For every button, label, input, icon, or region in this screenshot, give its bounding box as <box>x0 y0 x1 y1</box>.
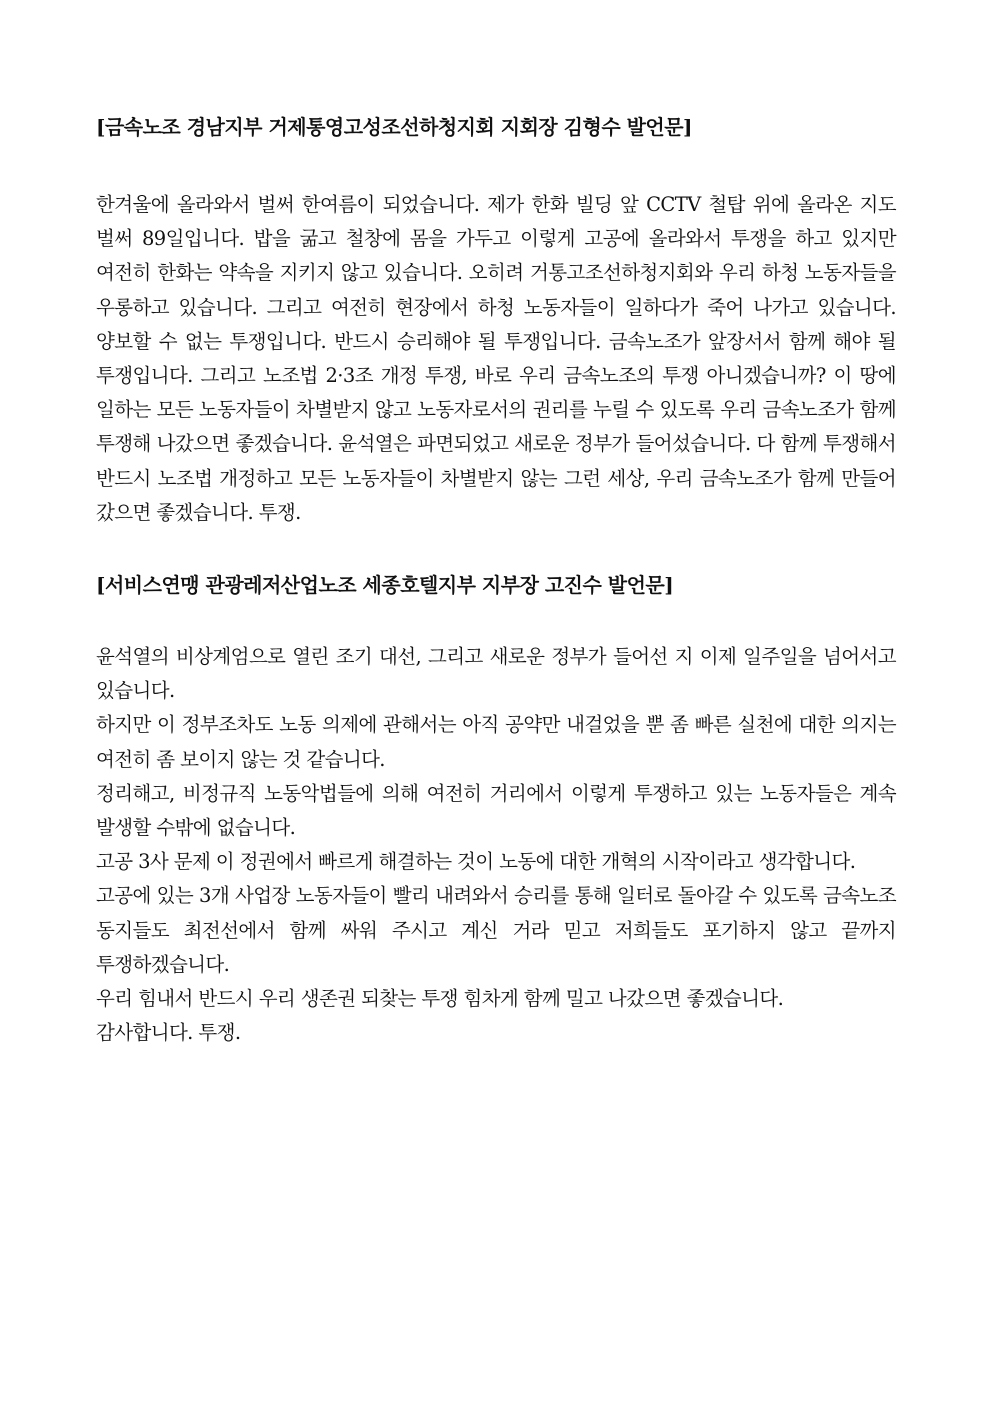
section2-line: 고공에 있는 3개 사업장 노동자들이 빨리 내려와서 승리를 통해 일터로 돌아갈 수 있도록 금속노조 동지들도 최전선에서 함께 싸워 주시고 계신 거라 믿고 저희들도 포기하지 않고 끝까지 투쟁하겠습니다. <box>96 884 896 976</box>
section2-line: 윤석열의 비상계엄으로 열린 조기 대선, 그리고 새로운 정부가 들어선 지 이제 일주일을 넘어서고 있습니다. <box>96 645 896 703</box>
section2-line: 하지만 이 정부조차도 노동 의제에 관해서는 아직 공약만 내걸었을 뿐 좀 빠른 실천에 대한 의지는 여전히 좀 보이지 않는 것 같습니다. <box>96 713 896 771</box>
section1-heading: [금속노조 경남지부 거제통영고성조선하청지회 지회장 김형수 발언문] <box>96 115 693 139</box>
document-body <box>96 112 896 1050</box>
section2-line: 우리 힘내서 반드시 우리 생존권 되찾는 투쟁 힘차게 함께 밀고 나갔으면 좋겠습니다. <box>96 987 784 1011</box>
section2-body <box>96 640 896 1050</box>
section2-heading: [서비스연맹 관광레저산업노조 세종호텔지부 지부장 고진수 발언문] <box>96 573 674 598</box>
section2-line: 고공 3사 문제 이 정권에서 빠르게 해결하는 것이 노동에 대한 개혁의 시작이라고 생각합니다. <box>96 850 856 874</box>
section2-line: 감사합니다. 투쟁. <box>96 1021 241 1045</box>
section1-paragraph: 한겨울에 올라와서 벌써 한여름이 되었습니다. 제가 한화 빌딩 앞 CCTV 철탑 위에 올라온 지도 벌써 89일입니다. 밥을 굶고 철창에 몸을 가두고 이렇게 고공에 올라와서 투쟁을 하고 있지만 여전히 한화는 약속을 지키지 않고 있습니다. 오히려 거통고조선하청지회와 우리 하청 노동자들을 우롱하고 있습니다. 그리고 여전히 현장에서 하청 노동자들이 일하다가 죽어 나가고 있습니다. 양보할 수 없는 투쟁입니다. 반드시 승리해야 될 투쟁입니다. 금속노조가 앞장서서 함께 해야 될 투쟁입니다. 그리고 노조법 2·3조 개정 투쟁, 바로 우리 금속노조의 투쟁 아니겠습니까? 이 땅에 일하는 모든 노동자들이 차별받지 않고 노동자로서의 권리를 누릴 수 있도록 우리 금속노조가 함께 투쟁해 나갔으면 좋겠습니다. 윤석열은 파면되었고 새로운 정부가 들어섰습니다. 다 함께 투쟁해서 반드시 노조법 개정하고 모든 노동자들이 차별받지 않는 그런 세상, 우리 금속노조가 함께 만들어 갔으면 좋겠습니다. 투쟁. <box>96 193 896 524</box>
section2-line: 정리해고, 비정규직 노동악법들에 의해 여전히 거리에서 이렇게 투쟁하고 있는 노동자들은 계속 발생할 수밖에 없습니다. <box>96 781 896 840</box>
